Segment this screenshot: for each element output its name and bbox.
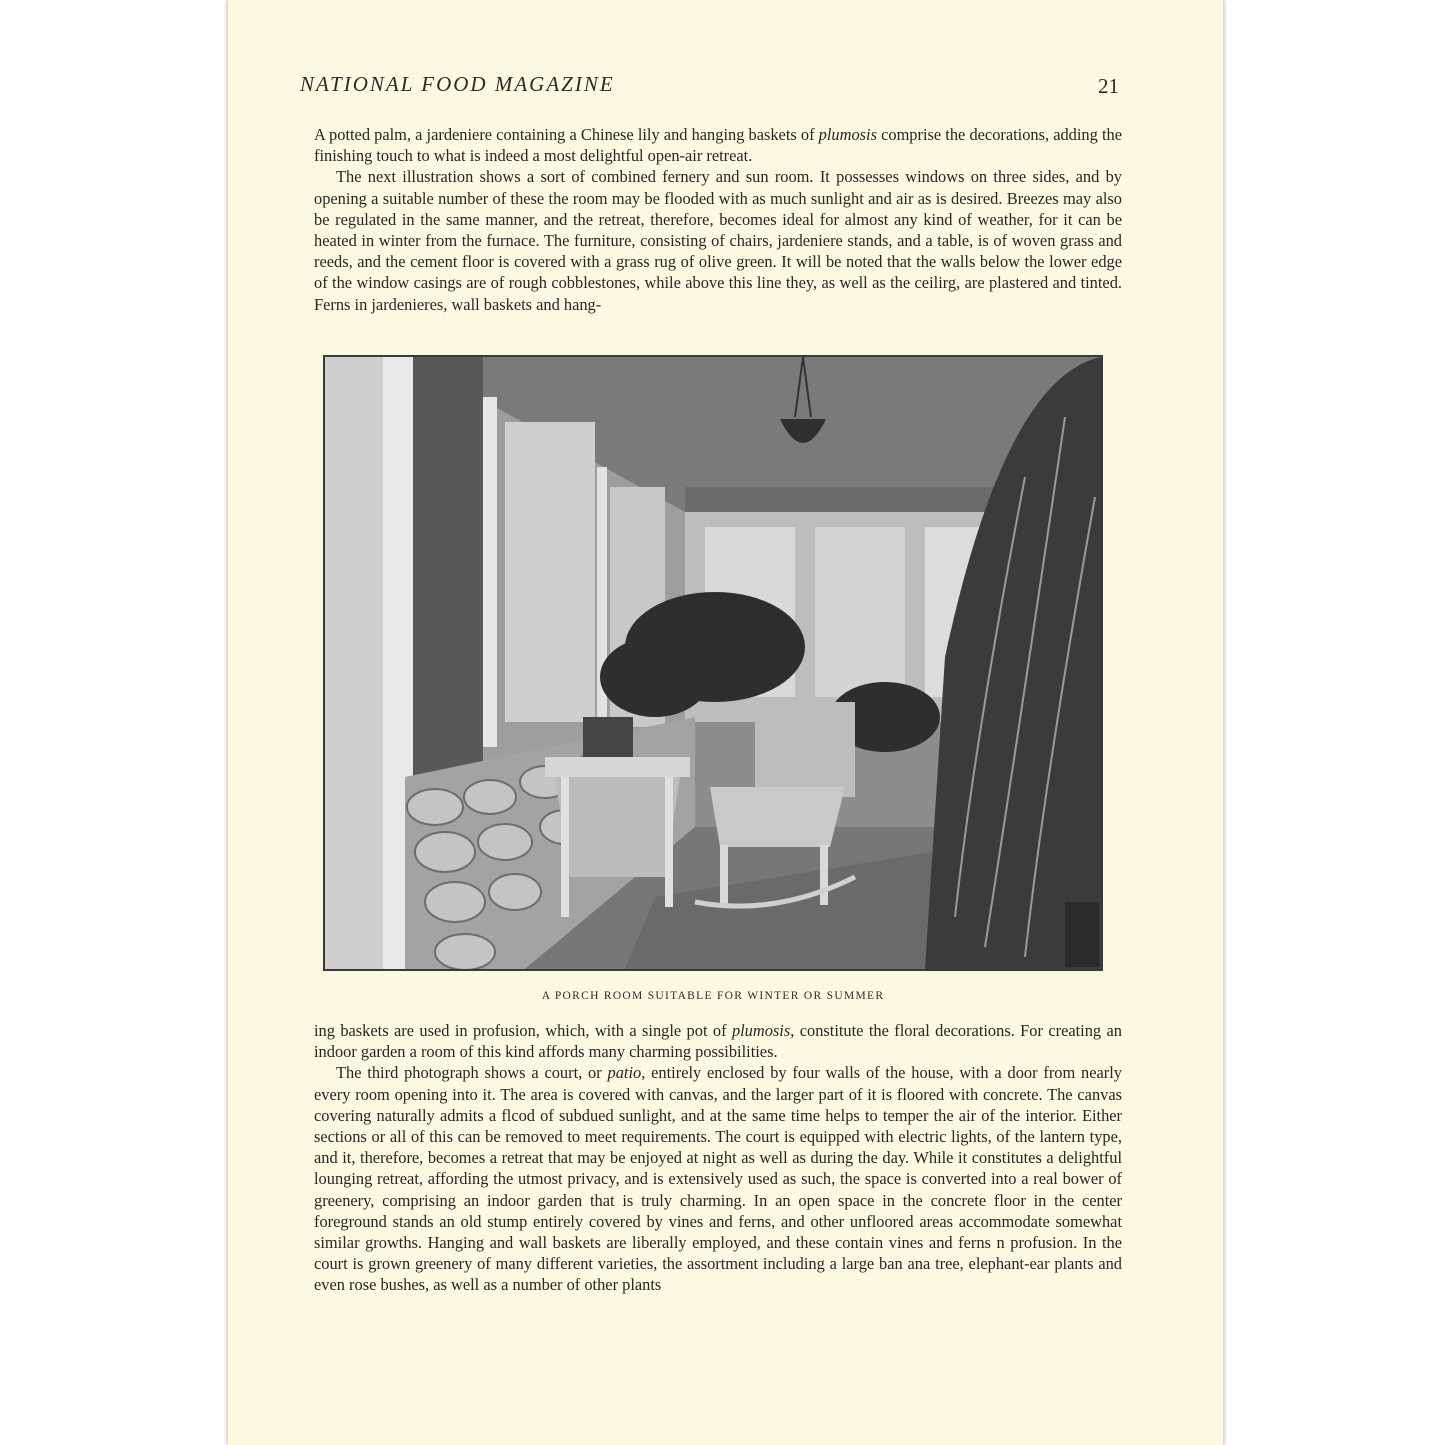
text-run: A potted palm, a jardeniere containing a Chinese lily and hanging baskets of xyxy=(314,125,819,144)
text-run: , constitute the floral decorations. For creating an indoor garden a room of this kind affords many charming possibilities. xyxy=(314,1021,1122,1062)
text-run: comprise the decorations, adding the finishing touch to what is indeed a most delightful open-air retreat. xyxy=(314,125,1122,166)
paragraph-patio xyxy=(314,1062,1122,1295)
porch-room-illustration xyxy=(325,357,1101,969)
italic-term: patio xyxy=(607,1063,642,1083)
italic-term: plumosis xyxy=(731,1021,791,1040)
italic-term: plumosis xyxy=(818,125,877,144)
paragraph-decorations xyxy=(314,124,1122,166)
paragraph-sun-room: The next illustration shows a sort of combined fernery and sun room. It possesses windows on three sides, and by opening a suitable number of these the room may be flooded with as much sunlight and air as is desired. Breezes may also be regulated in the same manner, and the retreat, therefore, becomes ideal for almost any kind of weather, for it can be heated in winter from the furnace. The furniture, consisting of chairs, jardeniere stands, and a table, is of woven grass and reeds, and the cement floor is covered with a grass rug of olive green. It will be noted that the walls below the lower edge of the window casings are of rough cobblestones, while above this line they, as well as the ceilirg, are plastered and tinted. Ferns in jardenieres, wall baskets and hang- xyxy=(314,167,1122,314)
text-run: , entirely enclosed by four walls of the house, with a door from nearly every room opening into it. The area is covered with canvas, and the larger part of it is floored with concrete. The canvas covering naturally admits a flcod of subdued sunlight, and at the same time helps to temper the air of the interior. Either sections or all of this can be removed to meet requirements. The court is equipped with electric lights, of the lantern type, and it, therefore, becomes a retreat that may be enjoyed at night as well as during the day. While it constitutes a delightful lounging retreat, affording the utmost privacy, and is extensively used as such, the space is converted into a real bower of greenery, comprising an indoor garden that is truly charming. In an open space in the concrete floor in the center foreground stands an old stump entirely covered by vines and ferns, and other unfloored areas accommodate somewhat similar growths. Hanging and wall baskets are liberally employed, and these contain vines and ferns n profusion. In the court is grown greenery of many different varieties, the assortment including a large ban ana tree, elephant-ear plants and even rose bushes, as well as a number of other plants xyxy=(314,1063,1122,1295)
paragraph-floral-decorations xyxy=(314,1020,1122,1062)
figure-caption: A PORCH ROOM SUITABLE FOR WINTER OR SUMMER xyxy=(541,990,885,1002)
running-head-title: NATIONAL FOOD MAGAZINE xyxy=(300,72,615,96)
body-text-top xyxy=(314,124,1122,315)
page-number: 21 xyxy=(1098,74,1119,98)
text-run: ing baskets are used in profusion, which, with a single pot of xyxy=(314,1021,732,1040)
porch-room-photo xyxy=(323,355,1103,971)
body-text-bottom xyxy=(314,1020,1122,1296)
text-run: The third photograph shows a court, or xyxy=(336,1063,608,1083)
